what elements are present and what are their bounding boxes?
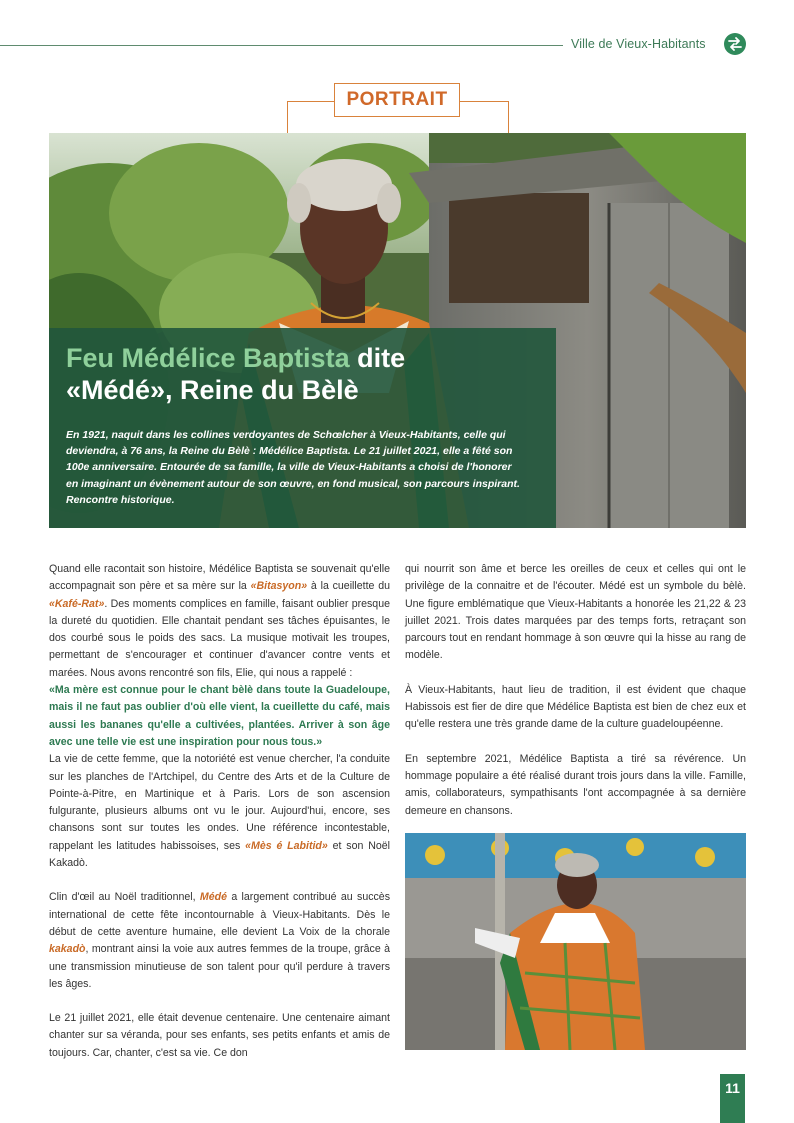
header-rule — [0, 45, 563, 46]
paragraph: À Vieux-Habitants, haut lieu de tradition, il est évident que chaque Habissois est fier de dire que Médélice Baptista est bien de chez eux et qu'elle restera une très grande dame de la culture guadeloupéenne. — [405, 683, 746, 731]
text-run: . Des moments complices en famille, faisant oublier presque la dureté du quotidien. Elle chantait pendant ses tâches épuisantes, le dos courbé sous le poids des sacs. La musique motivait les troupes, permettant de s'encourager et continuer d'avancer contre vents et marées. Nous avons rencontré son fils, Elie, qui nous a rappelé : — [49, 597, 390, 679]
title-name: Feu Médélice Baptista — [66, 343, 350, 373]
paragraph — [49, 751, 390, 872]
header-town-name: Ville de Vieux-Habitants — [571, 37, 706, 51]
text-run: , montrant ainsi la voie aux autres femmes de la troupe, grâce à une transmission minutieuse de son talent pour qu'il perdure à travers les âges. — [49, 943, 390, 990]
title-line-2: «Médé», Reine du Bèlè — [66, 375, 359, 405]
intro-paragraph: En 1921, naquit dans les collines verdoyantes de Schœlcher à Vieux-Habitants, celle qui deviendra, à 76 ans, la Reine du Bèlè : Médélice Baptista. Le 21 juillet 2021, elle a fêté son 100e anniversaire. Entourée de sa famille, la ville de Vieux-Habitants a choisi de l'honorer en imaginant un évènement autour de son œuvre, en fond musical, son parcours inspirant. Rencontre historique. — [66, 429, 520, 506]
paragraph — [49, 561, 390, 682]
text-run: et son Noël Kakadò. — [49, 839, 390, 870]
creole-term: «Mès é Labitid» — [245, 839, 328, 852]
arrows-swap-icon — [724, 33, 746, 55]
title-dite: dite — [357, 343, 406, 373]
pull-quote: «Ma mère est connue pour le chant bèlè dans toute la Guadeloupe, mais il ne faut pas oublier d'où elle vient, la cueillette du café, mais aussi les bananes qu'elle a cultivées, plantées. Arriver à son âge avec une telle vie est une inspiration pour nous tous.» — [49, 684, 390, 748]
creole-term: «Bitasyon» — [250, 580, 308, 593]
creole-term: Médé — [199, 891, 227, 904]
text-run: a largement contribué au succès international de cette fête incontournable à Vieux-Habitants. Dès le début de cette aventure humaine, elle devient La Voix de la chorale — [49, 891, 390, 938]
left-column — [49, 561, 390, 1062]
text-run: Clin d'œil au Noël traditionnel, — [49, 891, 200, 904]
right-column — [405, 561, 746, 820]
page-number: 11 — [720, 1074, 745, 1123]
secondary-photo — [405, 833, 746, 1050]
paragraph — [49, 889, 390, 993]
section-label: PORTRAIT — [334, 83, 460, 117]
text-run: à la cueillette du — [307, 580, 390, 593]
text-run: Quand elle racontait son histoire, Médélice Baptista se souvenait qu'elle accompagnait son père et sa mère sur la — [49, 563, 390, 593]
paragraph: Le 21 juillet 2021, elle était devenue centenaire. Une centenaire aimant chanter sur sa véranda, pour ses enfants, ses petits enfants et amis de toujours. Car, chanter, c'est sa vie. Ce don — [49, 1012, 390, 1059]
page-title — [66, 342, 546, 406]
paragraph: qui nourrit son âme et berce les oreilles de ceux et celles qui ont le privilège de la connaitre et de l'écouter. Médé est un symbole du bèlè. Une figure emblématique que Vieux-Habitants a honorée les 21,22 & 23 juillet 2021. Trois dates marquées par des temps forts, retraçant son parcours tout en rendant hommage à son œuvre qui la hisse au rang de modèle. — [405, 563, 746, 662]
creole-term: «Kafé-Rat» — [49, 597, 105, 610]
text-run: La vie de cette femme, que la notoriété est venue chercher, l'a conduite sur les planches de l'Artchipel, du Centre des Arts et de la Culture de Pointe-à-Pitre, en Martinique et à Paris. Lors de son ascension fulgurante, plusieurs albums ont vu le jour. Aujourd'hui, encore, ses chansons sont sur toutes les ondes. Une référence incontestable, rappelant les latitudes habissoises, ses — [49, 753, 390, 852]
creole-term: kakadò — [49, 943, 86, 956]
paragraph: En septembre 2021, Médélice Baptista a tiré sa révérence. Un hommage populaire a été réalisé durant trois jours dans la ville. Famille, amis, collaborateurs, sympathisants l'ont accompagnée à sa dernière demeure en chansons. — [405, 752, 746, 817]
